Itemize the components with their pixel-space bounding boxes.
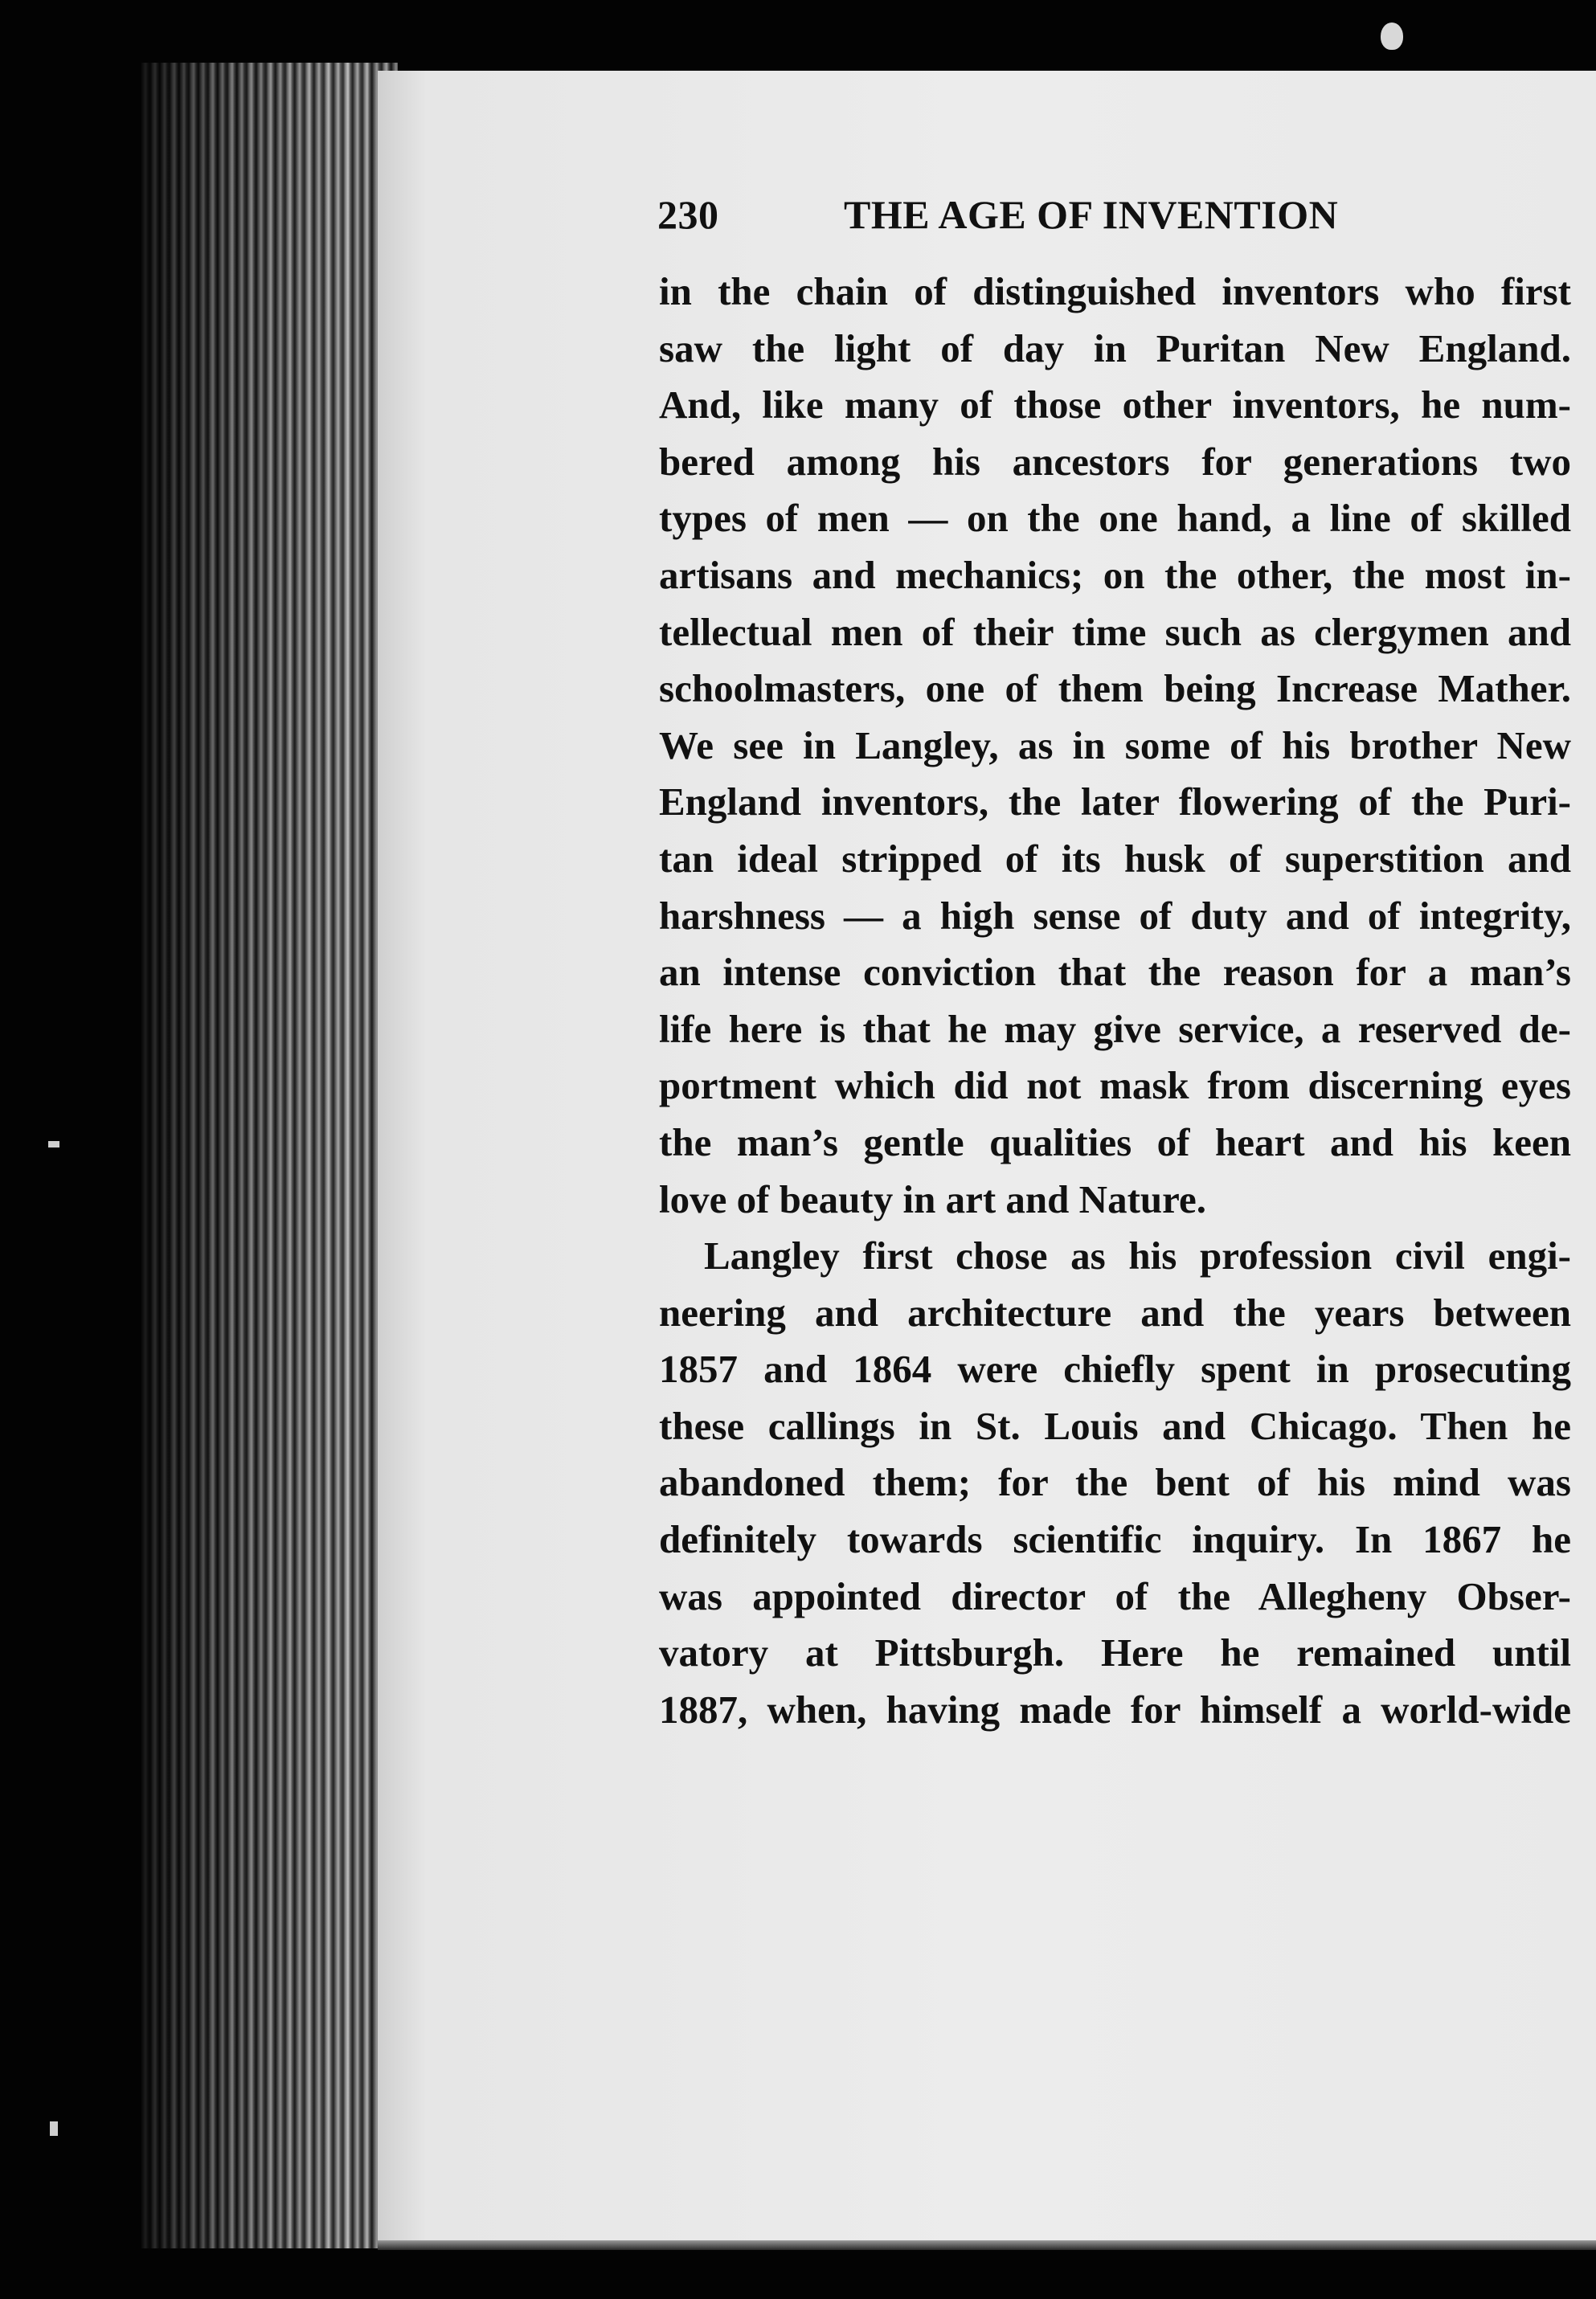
page-bottom-edge xyxy=(378,2240,1596,2250)
text-line: saw the light of day in Puritan New England. xyxy=(659,325,1571,370)
text-line: definitely towards scientific inquiry. In 1867 he xyxy=(659,1517,1571,1562)
text-line: neering and architecture and the years between xyxy=(659,1290,1571,1335)
scan-speck xyxy=(50,2121,58,2136)
text-line: England inventors, the later flowering of the Puri- xyxy=(659,779,1571,824)
text-line: types of men — on the one hand, a line of skilled xyxy=(659,496,1571,541)
text-line: 1857 and 1864 were chiefly spent in prosecuting xyxy=(659,1347,1571,1392)
text-line: life here is that he may give service, a reserved de- xyxy=(659,1006,1571,1051)
text-line: abandoned them; for the bent of his mind was xyxy=(659,1460,1571,1505)
text-line: schoolmasters, one of them being Increase Mather. xyxy=(659,666,1571,711)
text-line: tellectual men of their time such as clergymen and xyxy=(659,609,1571,654)
text-line: 1887, when, having made for himself a world-wide xyxy=(659,1687,1571,1732)
text-line: was appointed director of the Allegheny Obser- xyxy=(659,1573,1571,1618)
running-title: THE AGE OF INVENTION xyxy=(844,192,1339,237)
text-line: harshness — a high sense of duty and of integrity, xyxy=(659,893,1571,938)
text-line: And, like many of those other inventors, he num- xyxy=(659,382,1571,427)
text-line: portment which did not mask from discerning eyes xyxy=(659,1063,1571,1108)
text-line: in the chain of distinguished inventors who first xyxy=(659,269,1571,313)
running-header xyxy=(657,191,1338,238)
text-line: these callings in St. Louis and Chicago. Then he xyxy=(659,1403,1571,1448)
scan-mark xyxy=(1381,22,1403,50)
text-line: bered among his ancestors for generations two xyxy=(659,439,1571,484)
scan-speck xyxy=(48,1141,59,1147)
text-line: artisans and mechanics; on the other, the most in- xyxy=(659,552,1571,597)
body-text xyxy=(659,264,1571,1738)
text-line: vatory at Pittsburgh. Here he remained until xyxy=(659,1630,1571,1675)
text-line: tan ideal stripped of its husk of superstition and xyxy=(659,836,1571,881)
text-line: Langley first chose as his profession civil engi- xyxy=(704,1233,1571,1278)
text-line: We see in Langley, as in some of his brother New xyxy=(659,722,1571,767)
page-number: 230 xyxy=(657,192,719,237)
text-line: love of beauty in art and Nature. xyxy=(659,1176,1206,1221)
text-line: the man’s gentle qualities of heart and his keen xyxy=(659,1119,1571,1164)
book-page-edges xyxy=(141,63,398,2248)
text-line: an intense conviction that the reason for a man’s xyxy=(659,950,1571,995)
